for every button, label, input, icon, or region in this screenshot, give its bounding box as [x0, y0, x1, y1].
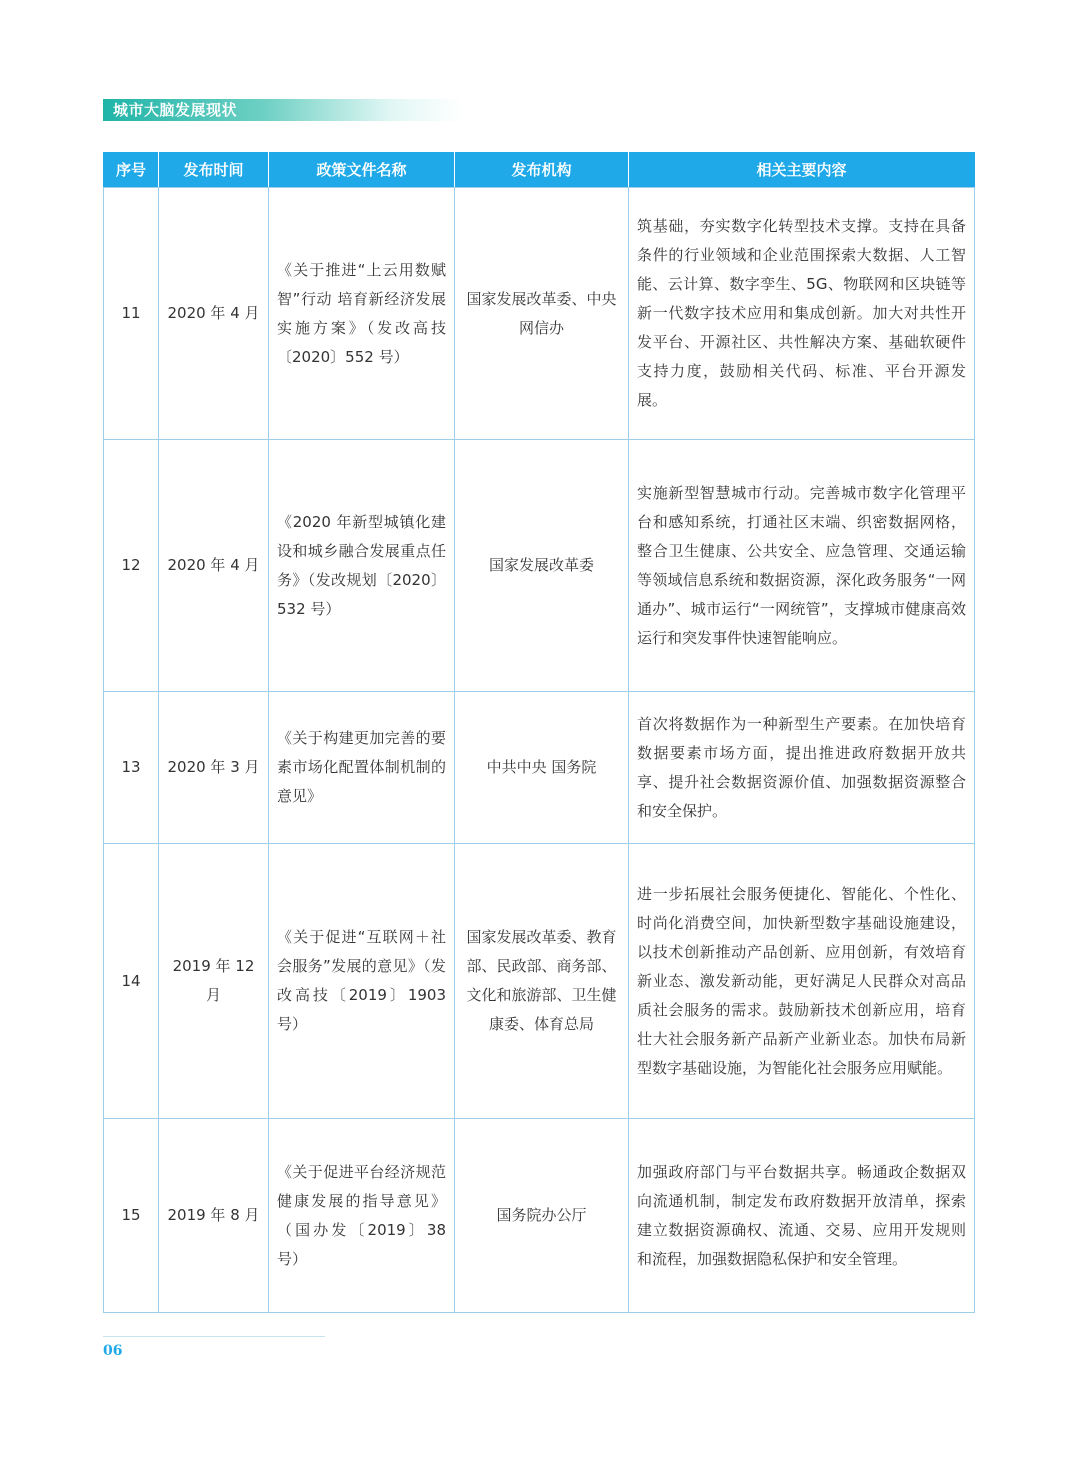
row-number: 13	[104, 692, 159, 844]
table-row	[104, 1119, 975, 1313]
row-organization: 国务院办公厅	[455, 1119, 629, 1313]
header-date: 发布时间	[159, 152, 269, 188]
row-organization: 国家发展改革委、中央网信办	[455, 188, 629, 440]
row-number: 14	[104, 844, 159, 1119]
table-row	[104, 188, 975, 440]
row-number: 11	[104, 188, 159, 440]
row-content: 加强政府部门与平台数据共享。畅通政企数据双向流通机制，制定发布政府数据开放清单，探索建立数据资源确权、流通、交易、应用开发规则和流程，加强数据隐私保护和安全管理。	[629, 1119, 975, 1313]
row-content: 实施新型智慧城市行动。完善城市数字化管理平台和感知系统，打通社区末端、织密数据网格，整合卫生健康、公共安全、应急管理、交通运输等领域信息系统和数据资源，深化政务服务“一网通办”、城市运行“一网统管”，支撑城市健康高效运行和突发事件快速智能响应。	[629, 440, 975, 692]
row-date: 2019 年 12 月	[159, 844, 269, 1119]
section-header	[103, 99, 463, 121]
row-content: 筑基础，夯实数字化转型技术支撑。支持在具备条件的行业领域和企业范围探索大数据、人工智能、云计算、数字孪生、5G、物联网和区块链等新一代数字技术应用和集成创新。加大对共性开发平台、开源社区、共性解决方案、基础软硬件支持力度，鼓励相关代码、标准、平台开源发展。	[629, 188, 975, 440]
row-date: 2020 年 4 月	[159, 188, 269, 440]
header-number: 序号	[104, 152, 159, 188]
row-organization: 国家发展改革委	[455, 440, 629, 692]
table-header-row	[104, 152, 975, 188]
row-content: 进一步拓展社会服务便捷化、智能化、个性化、时尚化消费空间，加快新型数字基础设施建设，以技术创新推动产品创新、应用创新，有效培育新业态、激发新动能，更好满足人民群众对高品质社会服务的需求。鼓励新技术创新应用，培育壮大社会服务新产品新产业新业态。加快布局新型数字基础设施，为智能化社会服务应用赋能。	[629, 844, 975, 1119]
row-organization: 国家发展改革委、教育部、民政部、商务部、文化和旅游部、卫生健康委、体育总局	[455, 844, 629, 1119]
header-content: 相关主要内容	[629, 152, 975, 188]
table-row	[104, 692, 975, 844]
section-title: 城市大脑发展现状	[113, 101, 238, 119]
row-organization: 中共中央 国务院	[455, 692, 629, 844]
row-policy-name: 《2020 年新型城镇化建设和城乡融合发展重点任务》（发改规划〔2020〕532 号）	[269, 440, 455, 692]
row-date: 2020 年 3 月	[159, 692, 269, 844]
row-number: 15	[104, 1119, 159, 1313]
row-policy-name: 《关于推进“上云用数赋智”行动 培育新经济发展实施方案》（发改高技〔2020〕552 号）	[269, 188, 455, 440]
header-organization: 发布机构	[455, 152, 629, 188]
row-policy-name: 《关于构建更加完善的要素市场化配置体制机制的意见》	[269, 692, 455, 844]
table-row	[104, 440, 975, 692]
row-content: 首次将数据作为一种新型生产要素。在加快培育数据要素市场方面，提出推进政府数据开放共享、提升社会数据资源价值、加强数据资源整合和安全保护。	[629, 692, 975, 844]
row-policy-name: 《关于促进“互联网＋社会服务”发展的意见》（发改高技〔2019〕1903 号）	[269, 844, 455, 1119]
row-date: 2019 年 8 月	[159, 1119, 269, 1313]
row-number: 12	[104, 440, 159, 692]
table-row	[104, 844, 975, 1119]
row-policy-name: 《关于促进平台经济规范健康发展的指导意见》（国办发〔2019〕38 号）	[269, 1119, 455, 1313]
footer-divider	[103, 1336, 325, 1337]
policy-table	[103, 152, 975, 1313]
page-number: 06	[103, 1343, 123, 1359]
row-date: 2020 年 4 月	[159, 440, 269, 692]
header-policy-name: 政策文件名称	[269, 152, 455, 188]
